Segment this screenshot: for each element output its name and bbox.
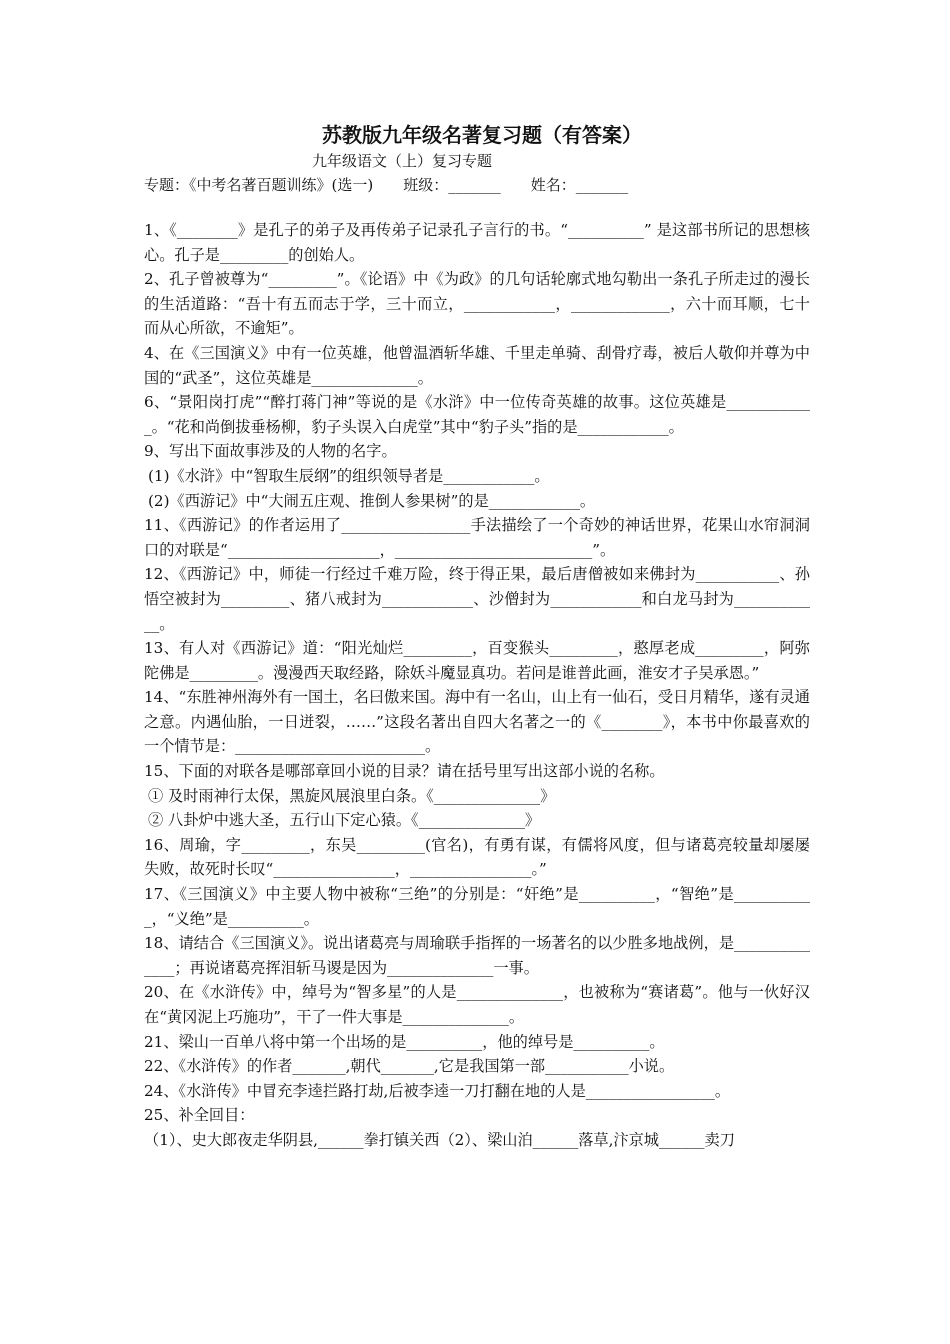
question-15: 15、下面的对联各是哪部章回小说的目录？请在括号里写出这部小说的名称。 xyxy=(144,762,665,781)
question-13: 13、有人对《西游记》道：“阳光灿烂_________，百变猴头_________，憨厚老成_________，阿弥陀佛是_________。漫漫西天取经路，除妖斗魔显真功。若问是谁普此画，淮安才子吴承恩。” xyxy=(144,639,810,682)
document-title: 苏教版九年级名著复习题（有答案） xyxy=(322,123,642,147)
question-16: 16、周瑜，字_________，东吴_________(官名)，有勇有谋，有儒将风度，但与诸葛亮较量却屡屡失败，故死时长叹“________________，________________。” xyxy=(144,835,810,879)
document-meta: 专题：《中考名著百题训练》(选一) 班级：_______ 姓名：_______ xyxy=(144,176,629,194)
question-4: 4、在《三国演义》中有一位英雄，他曾温酒斩华雄、千里走单骑、刮骨疗毒，被后人敬仰并尊为中国的“武圣”，这位英雄是______________。 xyxy=(144,343,810,387)
question-18: 18、请结合《三国演义》。说出诸葛亮与周瑜联手指挥的一场著名的以少胜多地战例，是______________；再说诸葛亮挥泪斩马谡是因为______________一事。 xyxy=(144,934,810,977)
question-2: 2、孔子曾被尊为“_________”。《论语》中《为政》的几句话轮廓式地勾勒出一条孔子所走过的漫长的生活道路：“吾十有五而志于学，三十而立，____________，_____________，六十而耳顺，七十而从心所欲，不逾矩”。 xyxy=(144,270,810,338)
question-22: 22、《水浒传》的作者_______,朝代_______,它是我国第一部___________小说。 xyxy=(144,1057,675,1076)
question-17: 17、《三国演义》中主要人物中被称“三绝”的分别是：“奸绝”是__________，“智绝”是___________，“义绝”是__________。 xyxy=(144,885,810,928)
question-list xyxy=(144,218,810,1153)
question-9: 9、写出下面故事涉及的人物的名字。 xyxy=(144,442,397,461)
document-subtitle: 九年级语文（上）复习专题 xyxy=(312,152,493,170)
question-25: 25、补全回目： xyxy=(144,1106,255,1125)
question-11: 11、《西游记》的作者运用了_________________手法描绘了一个奇妙的神话世界，花果山水帘洞洞口的对联是“____________________，__________________________”。 xyxy=(144,516,810,559)
question-25-part-1: （1）、史大郎夜走华阴县,______拳打镇关西（2）、梁山泊______落草,汴京城______卖刀 xyxy=(144,1130,735,1149)
question-14: 14、“东胜神州海外有一国土，名曰傲来国。海中有一名山，山上有一仙石，受日月精华，遂有灵通之意。内遇仙胎，一日迸裂，……”这段名著出自四大名著之一的《________》，本书中你最喜欢的一个情节是：_________________________。 xyxy=(144,688,810,756)
question-15-part-2: ② 八卦炉中逃大圣，五行山下定心猿。《______________》 xyxy=(148,811,541,830)
question-20: 20、在《水浒传》中，绰号为“智多星”的人是______________，也被称为“赛诸葛”。他与一伙好汉在“黄冈泥上巧施功”，干了一件大事是______________。 xyxy=(144,983,810,1026)
question-6: 6、“景阳岗打虎”“醉打蒋门神”等说的是《水浒》中一位传奇英雄的故事。这位英雄是____________。“花和尚倒拔垂杨柳，豹子头误入白虎堂”其中“豹子头”指的是____________。 xyxy=(144,393,810,436)
question-9-part-2: (2)《西游记》中“大闹五庄观、推倒人参果树”的是____________。 xyxy=(148,491,596,510)
question-24: 24、《水浒传》中冒充李逵拦路打劫,后被李逵一刀打翻在地的人是_________________。 xyxy=(144,1081,731,1100)
question-21: 21、梁山一百单八将中第一个出场的是__________，他的绰号是__________。 xyxy=(144,1032,665,1051)
question-9-part-1: (1)《水浒》中“智取生辰纲”的组织领导者是____________。 xyxy=(148,466,550,485)
question-15-part-1: ① 及时雨神行太保，黑旋风展浪里白条。《______________》 xyxy=(148,786,556,805)
question-1: 1、《________》是孔子的弟子及再传弟子记录孔子言行的书。“__________” 是这部书所记的思想核心。孔子是_________的创始人。 xyxy=(144,221,810,264)
question-12: 12、《西游记》中，师徒一行经过千难万险，终于得正果，最后唐僧被如来佛封为___________、孙悟空被封为_________、猪八戒封为____________、沙僧封为____________和白龙马封为____________。 xyxy=(144,565,810,633)
